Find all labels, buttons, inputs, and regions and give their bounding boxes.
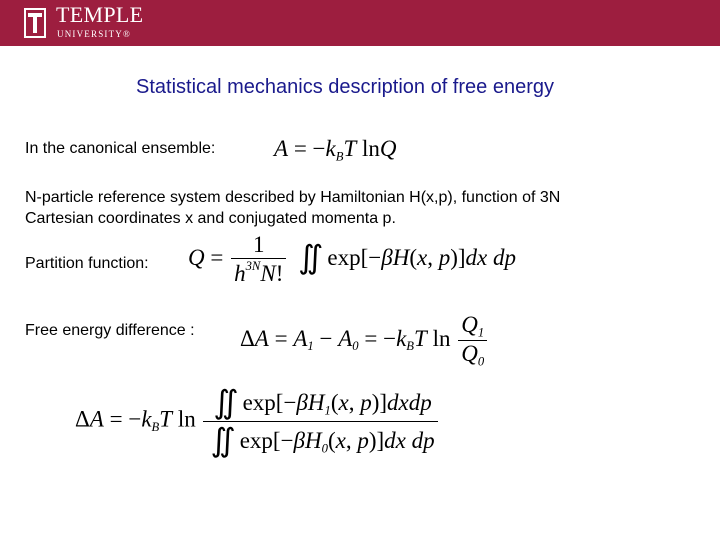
free-energy-integral-equation: $\Delta A = -k_BT$ ln $\frac{∬ \exp[-\beta H_1(x, p)]dxdp}{∬ \exp[-\beta H_0(x, p)]dx dp}$ [75,384,440,459]
free-energy-label: Free energy difference : [25,322,195,339]
partition-label: Partition function: [25,255,149,272]
logo-subtitle: UNIVERSITY® [57,29,132,39]
header-bar [0,0,720,46]
slide-title: Statistical mechanics description of free energy [136,76,554,98]
logo-name: TEMPLE [56,2,144,27]
reference-text-line-1: N-particle reference system described by Hamiltonian H(x,p), function of 3N [25,189,561,206]
partition-function-equation: Q = $\frac{1}{h^{3N}N!}$ ∬ exp[−βH(x, p)]dx dp [188,232,516,287]
temple-logo-icon [24,8,46,38]
reference-text-line-2: Cartesian coordinates x and conjugated momenta p. [25,210,396,227]
free-energy-difference-equation: $\Delta A = A_1 - A_0 = -k_BT$ ln $\frac{Q_1}{Q_0}$ [240,312,489,369]
helmholtz-equation: $A = -k_BT$ lnQ [274,136,397,164]
canonical-label: In the canonical ensemble: [25,140,216,157]
